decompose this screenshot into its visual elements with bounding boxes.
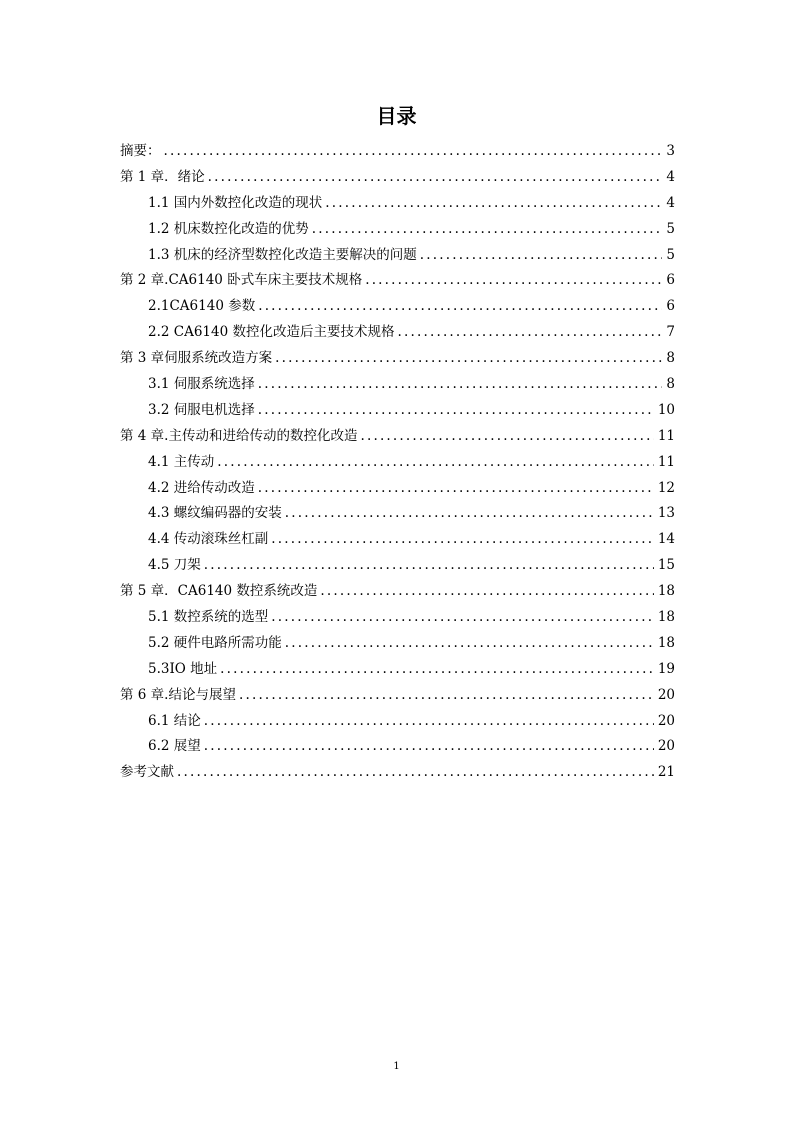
toc-entry-title: 第 3 章伺服系统改造方案 [120, 350, 273, 367]
toc-dot-leader [208, 165, 663, 191]
toc-entry-title: 2.2 CA6140 数控化改造后主要技术规格 [148, 324, 395, 341]
toc-entry-title: 1.3 机床的经济型数控化改造主要解决的问题 [148, 246, 417, 263]
toc-entry-title: 参考文献 [120, 764, 174, 781]
toc-entry-page: 18 [657, 583, 675, 600]
toc-entry-page: 19 [657, 660, 675, 677]
toc-entry-page: 6 [666, 298, 675, 315]
toc-dot-leader [258, 294, 662, 320]
toc-entry[interactable] [120, 657, 675, 683]
toc-entry[interactable] [120, 294, 675, 320]
toc-entry-page: 15 [657, 557, 675, 574]
toc-entry[interactable] [120, 683, 675, 709]
table-of-contents [120, 139, 675, 786]
toc-entry-title: 1.1 国内外数控化改造的现状 [148, 194, 323, 211]
toc-dot-leader [360, 424, 653, 450]
toc-entry-page: 5 [666, 246, 675, 263]
toc-entry-title: 5.2 硬件电路所需功能 [148, 634, 282, 651]
toc-dot-leader [258, 372, 663, 398]
toc-entry[interactable] [120, 579, 675, 605]
toc-entry-page: 7 [666, 324, 675, 341]
toc-entry-title: 5.3IO 地址 [148, 660, 218, 677]
toc-dot-leader [204, 553, 654, 579]
toc-entry-page: 4 [666, 168, 675, 185]
toc-entry[interactable] [120, 450, 675, 476]
toc-entry-page: 20 [657, 712, 675, 729]
toc-entry-title: 4.3 螺纹编码器的安装 [148, 505, 282, 522]
toc-entry-page: 8 [666, 376, 675, 393]
toc-entry-title: 第 6 章.结论与展望 [120, 686, 236, 703]
toc-dot-leader [398, 320, 663, 346]
toc-dot-leader [164, 139, 663, 165]
toc-entry-title: 5.1 数控系统的选型 [148, 609, 269, 626]
toc-dot-leader [420, 243, 663, 269]
toc-dot-leader [320, 579, 653, 605]
toc-entry[interactable] [120, 501, 675, 527]
toc-dot-leader [204, 709, 654, 735]
toc-dot-leader [285, 631, 654, 657]
toc-entry-title: 4.1 主传动 [148, 453, 215, 470]
toc-entry[interactable] [120, 605, 675, 631]
toc-entry-page: 13 [657, 505, 675, 522]
toc-entry[interactable] [120, 165, 675, 191]
toc-entry-title: 4.4 传动滚珠丝杠副 [148, 531, 269, 548]
toc-dot-leader [271, 527, 654, 553]
toc-dot-leader [239, 683, 654, 709]
toc-entry[interactable] [120, 268, 675, 294]
toc-entry-title: 摘要： [120, 143, 161, 159]
page-title: 目录 [376, 104, 417, 128]
toc-entry-title: 3.1 伺服系统选择 [148, 376, 255, 393]
toc-dot-leader [325, 191, 662, 217]
toc-entry-title: 4.5 刀架 [148, 557, 201, 574]
toc-entry-page: 4 [666, 194, 675, 211]
toc-entry-title: 第 4 章.主传动和进给传动的数控化改造 [120, 427, 358, 444]
toc-entry[interactable] [120, 424, 675, 450]
toc-entry-title: 6.1 结论 [148, 712, 201, 729]
toc-entry-page: 6 [666, 272, 675, 289]
toc-entry-page: 21 [657, 764, 675, 781]
toc-entry-page: 5 [666, 220, 675, 237]
toc-dot-leader [285, 501, 654, 527]
toc-entry[interactable] [120, 372, 675, 398]
toc-dot-leader [217, 450, 654, 476]
toc-entry-page: 11 [657, 453, 675, 470]
toc-entry-page: 20 [657, 738, 675, 755]
toc-entry-page: 20 [657, 686, 675, 703]
toc-entry[interactable] [120, 398, 675, 424]
toc-entry-title: 2.1CA6140 参数 [148, 298, 256, 315]
toc-entry-page: 14 [657, 531, 675, 548]
toc-entry-page: 10 [657, 401, 675, 418]
toc-entry-page: 8 [666, 350, 675, 367]
toc-entry[interactable] [120, 346, 675, 372]
toc-entry[interactable] [120, 243, 675, 269]
toc-entry-page: 18 [657, 634, 675, 651]
toc-dot-leader [220, 657, 654, 683]
toc-entry-page: 3 [666, 143, 675, 159]
toc-entry[interactable] [120, 139, 675, 165]
toc-dot-leader [177, 760, 654, 786]
toc-dot-leader [275, 346, 662, 372]
toc-entry[interactable] [120, 709, 675, 735]
page-number: 1 [393, 1061, 400, 1072]
toc-entry-title: 第 5 章．CA6140 数控系统改造 [120, 583, 318, 600]
toc-entry-page: 18 [657, 609, 675, 626]
toc-dot-leader [258, 398, 654, 424]
toc-entry-title: 第 1 章．绪论 [120, 168, 205, 185]
toc-entry-page: 11 [657, 427, 675, 444]
toc-entry-title: 3.2 伺服电机选择 [148, 401, 255, 418]
toc-entry[interactable] [120, 631, 675, 657]
toc-entry-title: 4.2 进给传动改造 [148, 479, 255, 496]
toc-entry-page: 12 [657, 479, 675, 496]
toc-entry-title: 第 2 章.CA6140 卧式车床主要技术规格 [120, 272, 363, 289]
toc-entry[interactable] [120, 320, 675, 346]
toc-dot-leader [365, 268, 662, 294]
toc-entry-title: 1.2 机床数控化改造的优势 [148, 220, 309, 237]
toc-dot-leader [271, 605, 654, 631]
toc-entry[interactable] [120, 476, 675, 502]
toc-entry[interactable] [120, 191, 675, 217]
toc-entry[interactable] [120, 760, 675, 786]
toc-entry-title: 6.2 展望 [148, 738, 201, 755]
toc-dot-leader [258, 476, 654, 502]
toc-entry[interactable] [120, 527, 675, 553]
toc-entry[interactable] [120, 217, 675, 243]
toc-dot-leader [312, 217, 663, 243]
toc-dot-leader [204, 734, 654, 760]
toc-entry[interactable] [120, 553, 675, 579]
toc-entry[interactable] [120, 734, 675, 760]
